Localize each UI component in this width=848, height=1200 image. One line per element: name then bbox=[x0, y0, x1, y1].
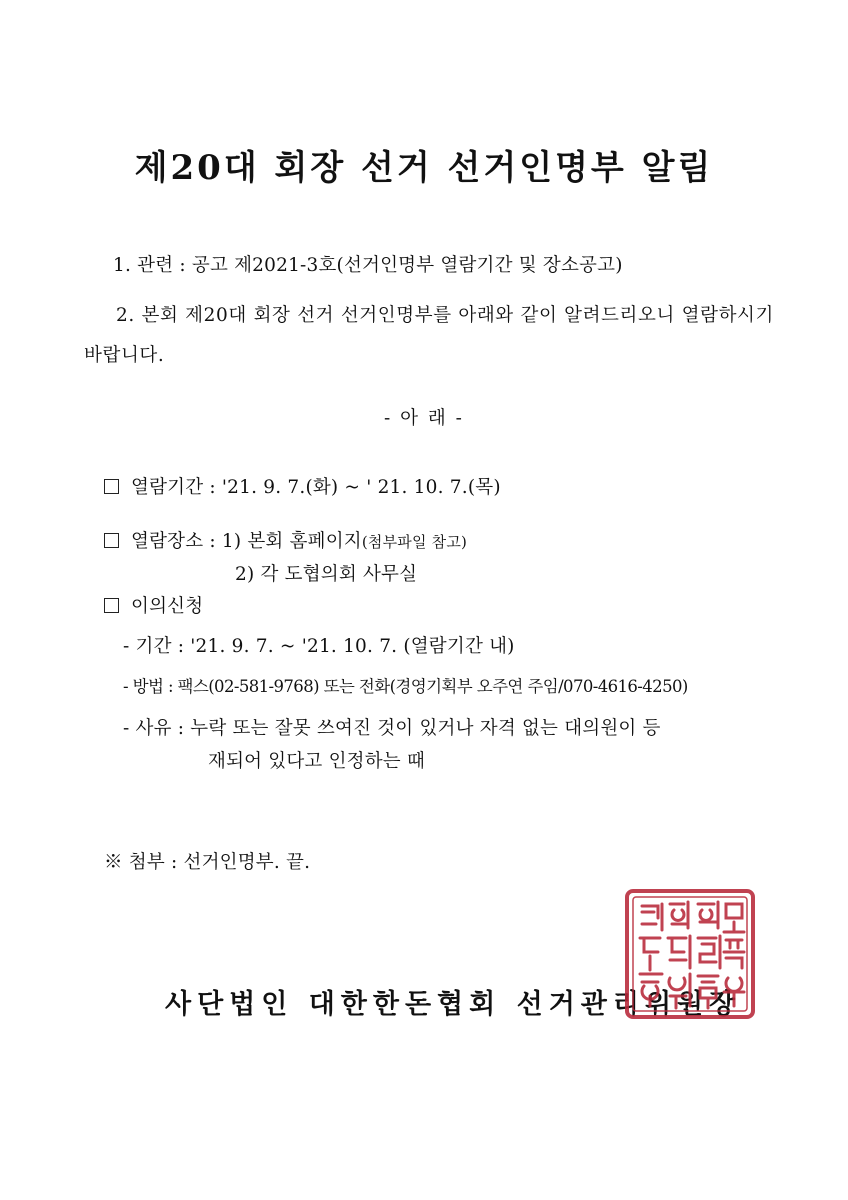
objection-method: - 방법 : 팩스(02-581-9768) 또는 전화(경영기획부 오주연 주임/070-4616-4250) bbox=[123, 677, 688, 696]
notice-paragraph: 2. 본회 제20대 회장 선거 선거인명부를 아래와 같이 알려드리오니 열람하시기 바랍니다. bbox=[84, 305, 774, 366]
objection-reason: - 사유 : 누락 또는 잘못 쓰여진 것이 있거나 자격 없는 대의원이 등 bbox=[123, 718, 661, 739]
viewing-location-note: (첨부파일 참고) bbox=[361, 533, 468, 551]
checkbox-icon bbox=[104, 479, 119, 494]
objection-reason-line2: 재되어 있다고 인정하는 때 bbox=[208, 751, 426, 772]
objection-period: - 기간 : '21. 9. 7. ~ '21. 10. 7. (열람기간 내) bbox=[123, 636, 515, 657]
objection-heading: 이의신청 bbox=[131, 596, 204, 617]
viewing-location-label: 열람장소 : 1) 본회 홈페이지 bbox=[131, 531, 362, 552]
official-seal-icon bbox=[624, 888, 756, 1020]
document-title: 제20대 회장 선거 선거인명부 알림 bbox=[134, 148, 714, 188]
organization-signature: 사단법인 대한한돈협회 선거관리위원장 bbox=[165, 989, 742, 1020]
viewing-location bbox=[104, 527, 467, 553]
viewing-location-line2: 2) 각 도협의회 사무실 bbox=[235, 564, 418, 585]
attachment-note: ※ 첨부 : 선거인명부. 끝. bbox=[104, 852, 311, 873]
checkbox-icon bbox=[104, 533, 119, 548]
viewing-period-text: 열람기간 : '21. 9. 7.(화) ~ ' 21. 10. 7.(목) bbox=[131, 477, 501, 498]
objection bbox=[104, 592, 203, 618]
viewing-period bbox=[104, 473, 501, 499]
related-reference: 1. 관련 : 공고 제2021-3호(선거인명부 열람기간 및 장소공고) bbox=[113, 255, 623, 276]
section-heading: - 아 래 - bbox=[384, 408, 464, 429]
checkbox-icon bbox=[104, 598, 119, 613]
